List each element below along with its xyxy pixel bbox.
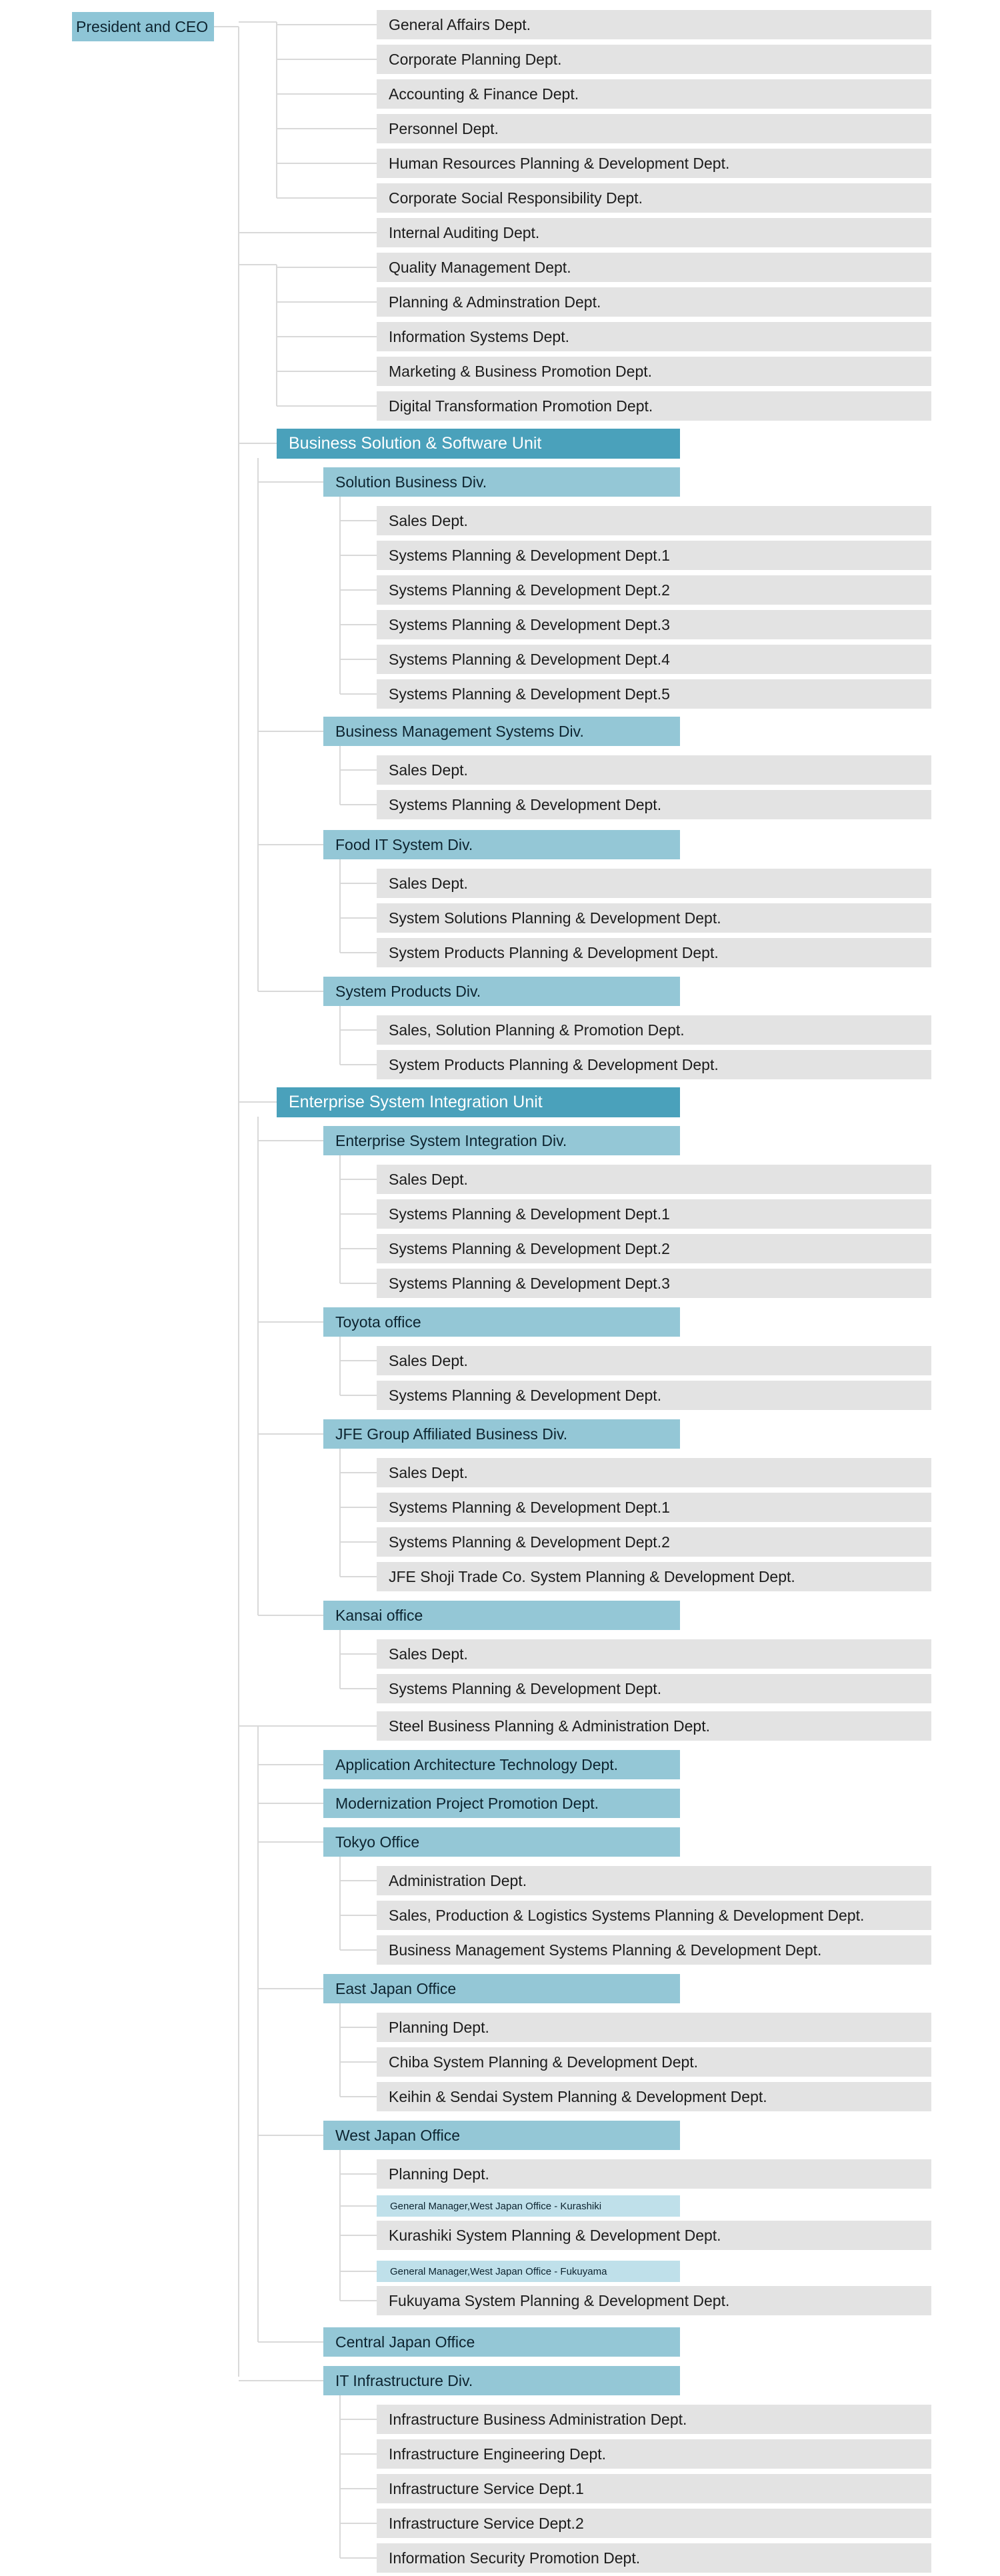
dept-box: Systems Planning & Development Dept.3 xyxy=(377,1269,931,1298)
dept-box: Information Systems Dept. xyxy=(377,322,931,351)
div-box: Kansai office xyxy=(323,1601,680,1630)
dept-box: Systems Planning & Development Dept.2 xyxy=(377,1527,931,1557)
gm-box: General Manager,West Japan Office - Kurashiki xyxy=(377,2195,680,2217)
dept-box: Kurashiki System Planning & Development Dept. xyxy=(377,2221,931,2250)
div-box: Solution Business Div. xyxy=(323,467,680,497)
dept-box: Steel Business Planning & Administration Dept. xyxy=(377,1711,931,1741)
dept-box: Quality Management Dept. xyxy=(377,253,931,282)
div-box: System Products Div. xyxy=(323,977,680,1006)
dept-box: System Solutions Planning & Development Dept. xyxy=(377,903,931,933)
div-box: East Japan Office xyxy=(323,1974,680,2003)
dept-box: Systems Planning & Development Dept. xyxy=(377,1381,931,1410)
unit-box: Business Solution & Software Unit xyxy=(277,429,680,459)
dept-box: Keihin & Sendai System Planning & Development Dept. xyxy=(377,2082,931,2111)
gm-box: General Manager,West Japan Office - Fukuyama xyxy=(377,2261,680,2282)
unit-box: Enterprise System Integration Unit xyxy=(277,1087,680,1117)
dept-box: Systems Planning & Development Dept.4 xyxy=(377,645,931,674)
dept-box: Systems Planning & Development Dept. xyxy=(377,790,931,819)
dept-box: Planning Dept. xyxy=(377,2159,931,2189)
dept-box: Planning Dept. xyxy=(377,2013,931,2042)
dept-box: Systems Planning & Development Dept.1 xyxy=(377,541,931,570)
dept-box: Systems Planning & Development Dept.2 xyxy=(377,1234,931,1263)
dept-box: Corporate Planning Dept. xyxy=(377,45,931,74)
dept-box: Systems Planning & Development Dept.2 xyxy=(377,575,931,605)
dept-box: Information Security Promotion Dept. xyxy=(377,2543,931,2573)
dept-box: Sales Dept. xyxy=(377,755,931,785)
dept-box: Business Management Systems Planning & Development Dept. xyxy=(377,1935,931,1965)
div-box: Business Management Systems Div. xyxy=(323,717,680,746)
dept-box: Accounting & Finance Dept. xyxy=(377,79,931,109)
dept-box: System Products Planning & Development Dept. xyxy=(377,1050,931,1079)
dept-box: Sales Dept. xyxy=(377,1346,931,1375)
dept-box: Systems Planning & Development Dept.3 xyxy=(377,610,931,639)
dept-box: Sales Dept. xyxy=(377,1165,931,1194)
dept-box: General Affairs Dept. xyxy=(377,10,931,39)
dept-box: Chiba System Planning & Development Dept. xyxy=(377,2047,931,2077)
dept-box: Corporate Social Responsibility Dept. xyxy=(377,183,931,213)
dept-box: Systems Planning & Development Dept.1 xyxy=(377,1199,931,1229)
div-box: Central Japan Office xyxy=(323,2327,680,2357)
dept-box: Administration Dept. xyxy=(377,1866,931,1895)
dept-box: Planning & Adminstration Dept. xyxy=(377,287,931,317)
dept-box: Internal Auditing Dept. xyxy=(377,218,931,247)
dept-box: Sales Dept. xyxy=(377,1458,931,1487)
dept-box: Personnel Dept. xyxy=(377,114,931,143)
div-box: Tokyo Office xyxy=(323,1827,680,1857)
div-box: IT Infrastructure Div. xyxy=(323,2366,680,2395)
ceo-box: President and CEO xyxy=(72,12,214,41)
dept-box: Infrastructure Service Dept.1 xyxy=(377,2474,931,2503)
dept-box: Human Resources Planning & Development Dept. xyxy=(377,149,931,178)
dept-box: Sales, Production & Logistics Systems Planning & Development Dept. xyxy=(377,1901,931,1930)
dept-box: Infrastructure Business Administration Dept. xyxy=(377,2405,931,2434)
dept-box: Marketing & Business Promotion Dept. xyxy=(377,357,931,386)
dept-box: Sales Dept. xyxy=(377,506,931,535)
dept-box: Infrastructure Engineering Dept. xyxy=(377,2439,931,2469)
dept-box: Infrastructure Service Dept.2 xyxy=(377,2509,931,2538)
div-box: West Japan Office xyxy=(323,2121,680,2150)
div-box: Modernization Project Promotion Dept. xyxy=(323,1789,680,1818)
dept-box: Systems Planning & Development Dept.1 xyxy=(377,1493,931,1522)
dept-box: Sales Dept. xyxy=(377,1639,931,1669)
dept-box: Digital Transformation Promotion Dept. xyxy=(377,391,931,421)
div-box: JFE Group Affiliated Business Div. xyxy=(323,1419,680,1449)
dept-box: Sales, Solution Planning & Promotion Dept. xyxy=(377,1015,931,1045)
dept-box: JFE Shoji Trade Co. System Planning & Development Dept. xyxy=(377,1562,931,1591)
div-box: Food IT System Div. xyxy=(323,830,680,859)
dept-box: Sales Dept. xyxy=(377,869,931,898)
div-box: Application Architecture Technology Dept. xyxy=(323,1750,680,1779)
dept-box: Systems Planning & Development Dept. xyxy=(377,1674,931,1703)
dept-box: System Products Planning & Development Dept. xyxy=(377,938,931,967)
div-box: Enterprise System Integration Div. xyxy=(323,1126,680,1155)
dept-box: Systems Planning & Development Dept.5 xyxy=(377,679,931,709)
dept-box: Fukuyama System Planning & Development Dept. xyxy=(377,2286,931,2315)
div-box: Toyota office xyxy=(323,1307,680,1337)
